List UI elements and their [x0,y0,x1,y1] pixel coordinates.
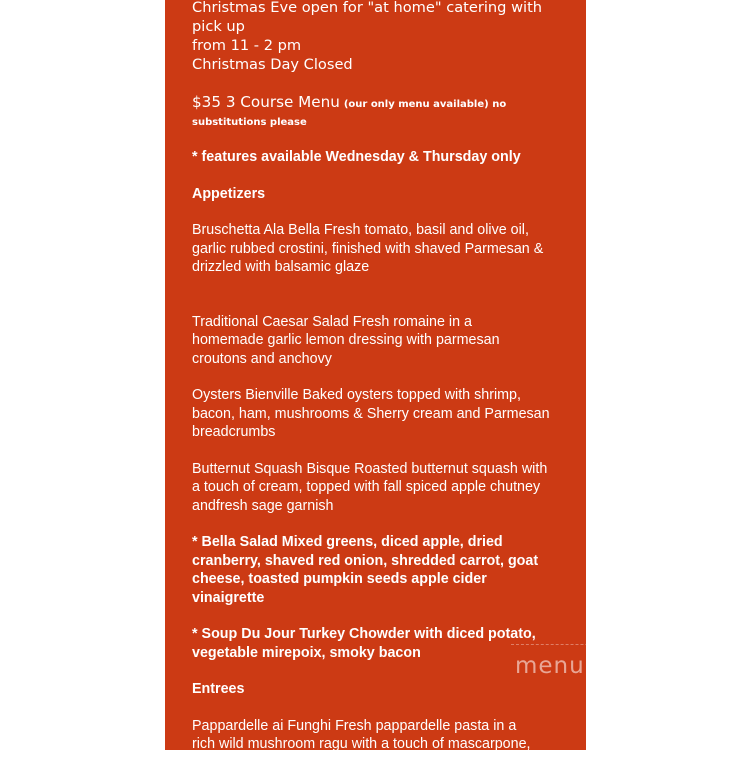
features-note: * features available Wednesday & Thursday only [192,148,572,167]
appetizer-item [192,313,572,369]
entrees-heading: Entrees [192,680,572,699]
feature-line: * Bella Salad Mixed greens, diced apple, dried [192,533,572,552]
appetizer-item [192,386,572,442]
feature-line: * Soup Du Jour Turkey Chowder with diced potato, [192,625,572,644]
menu-panel [165,0,586,750]
appetizer-item [192,460,572,516]
watermark-text: menupix [515,653,622,679]
appetizer-line: Traditional Caesar Salad Fresh romaine in a [192,313,572,332]
feature-item [192,533,572,607]
entree-line: Pappardelle ai Funghi Fresh pappardelle pasta in a [192,717,572,736]
entree-item [192,717,572,772]
notice-line-2: from 11 - 2 pm [192,36,572,55]
menu-header [192,92,572,115]
menupix-watermark [505,644,655,692]
menu-note-2: substitutions please [192,115,572,130]
appetizer-line: breadcrumbs [192,423,572,442]
appetizer-line: drizzled with balsamic glaze [192,258,572,277]
menu-note: (our only menu available) no [344,99,506,110]
appetizer-line: croutons and anchovy [192,350,572,369]
entree-line: rich wild mushroom ragu with a touch of mascarpone, [192,735,572,754]
feature-line: vinaigrette [192,589,572,608]
feature-line: cranberry, shaved red onion, shredded carrot, goat [192,552,572,571]
feature-line: vegetable mirepoix, smoky bacon [192,644,572,663]
appetizer-line: andfresh sage garnish [192,497,572,516]
appetizer-line: Bruschetta Ala Bella Fresh tomato, basil and olive oil, [192,221,572,240]
appetizer-line: bacon, ham, mushrooms & Sherry cream and Parmesan [192,405,572,424]
appetizer-line: garlic rubbed crostini, finished with shaved Parmesan & [192,240,572,259]
notice-line-1: Christmas Eve open for "at home" catering with pick up [192,0,572,36]
entree-line: sautéed breast ofchicken, finished with shaved [192,754,572,772]
feature-line: cheese, toasted pumpkin seeds apple cider [192,570,572,589]
notice-line-3: Christmas Day Closed [192,55,572,74]
appetizer-line: homemade garlic lemon dressing with parmesan [192,331,572,350]
appetizer-item [192,221,572,277]
appetizer-line: Oysters Bienville Baked oysters topped with shrimp, [192,386,572,405]
appetizer-line: Butternut Squash Bisque Roasted butternut squash with [192,460,572,479]
appetizer-line: a touch of cream, topped with fall spiced apple chutney [192,478,572,497]
menu-title: $35 3 Course Menu [192,93,340,111]
appetizers-heading: Appetizers [192,185,572,204]
